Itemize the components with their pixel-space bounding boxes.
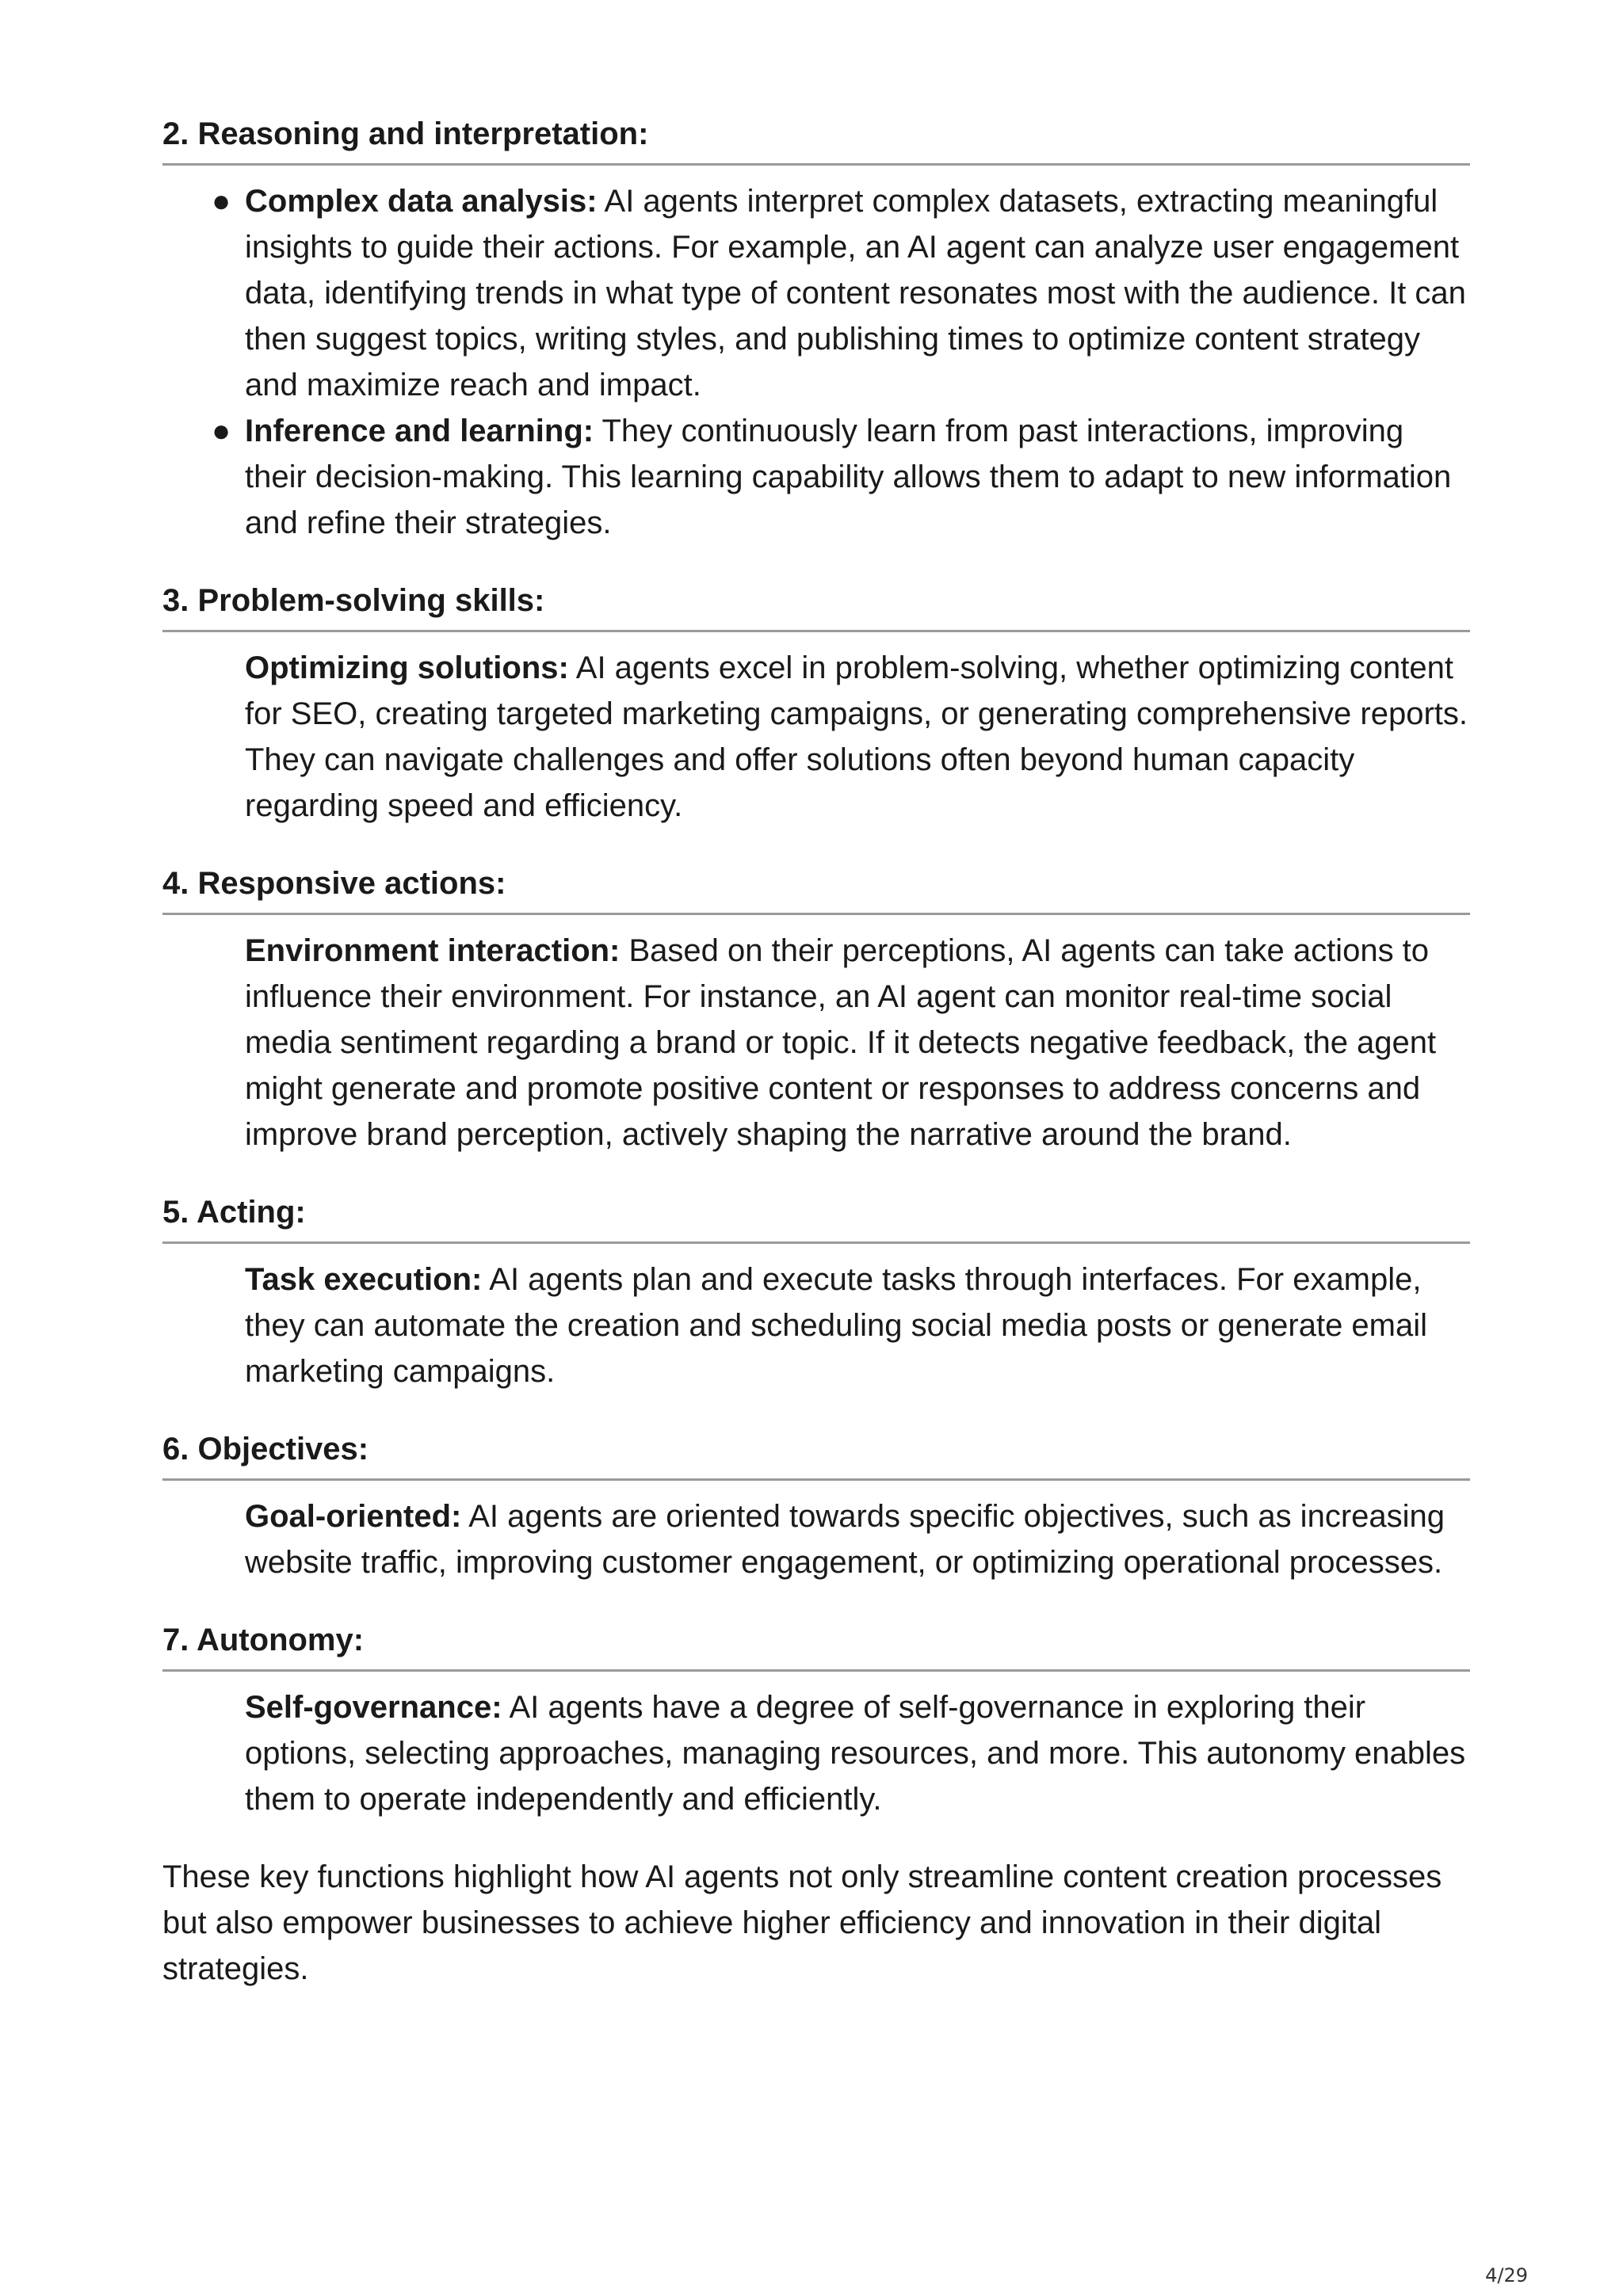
section-objectives xyxy=(162,1426,1470,1585)
section-heading: 2. Reasoning and interpretation: xyxy=(162,111,1470,166)
paragraph-text: AI agents have a degree of self-governance in exploring their options, selecting approaches, managing resources, and more. This autonomy enables them to operate independently and efficiently. xyxy=(245,1690,1466,1817)
section-paragraph xyxy=(245,645,1470,829)
section-autonomy xyxy=(162,1617,1470,1822)
document-page xyxy=(162,111,1470,1992)
section-paragraph xyxy=(245,1493,1470,1585)
page-number: 4/29 xyxy=(1485,2264,1528,2286)
list-item xyxy=(212,178,1470,408)
section-reasoning xyxy=(162,111,1470,546)
section-problem-solving xyxy=(162,578,1470,829)
section-acting xyxy=(162,1189,1470,1394)
paragraph-text: AI agents plan and execute tasks through interfaces. For example, they can automate the creation and scheduling social media posts or generate email marketing campaigns. xyxy=(245,1262,1428,1389)
bullet-icon: ● xyxy=(212,414,231,448)
section-responsive-actions xyxy=(162,860,1470,1158)
section-paragraph xyxy=(245,1684,1470,1822)
paragraph-lead: Goal-oriented: xyxy=(245,1499,462,1534)
section-heading: 3. Problem-solving skills: xyxy=(162,578,1470,632)
paragraph-text: AI agents excel in problem-solving, whether optimizing content for SEO, creating targeted marketing campaigns, or generating comprehensive reports. They can navigate challenges and offer solutions often beyond human capacity regarding speed and efficiency. xyxy=(245,650,1468,823)
bullet-icon: ● xyxy=(212,184,231,219)
section-heading: 5. Acting: xyxy=(162,1189,1470,1244)
paragraph-lead: Self-governance: xyxy=(245,1690,502,1725)
section-heading: 6. Objectives: xyxy=(162,1426,1470,1481)
item-text: They continuously learn from past interactions, improving their decision-making. This learning capability allows them to adapt to new information and refine their strategies. xyxy=(245,414,1452,540)
section-paragraph xyxy=(245,1257,1470,1394)
paragraph-lead: Optimizing solutions: xyxy=(245,650,569,685)
paragraph-lead: Environment interaction: xyxy=(245,933,621,968)
paragraph-lead: Task execution: xyxy=(245,1262,483,1297)
paragraph-text: AI agents are oriented towards specific objectives, such as increasing website traffic, improving customer engagement, or optimizing operational processes. xyxy=(245,1499,1445,1580)
section-heading: 4. Responsive actions: xyxy=(162,860,1470,915)
item-text: AI agents interpret complex datasets, extracting meaningful insights to guide their actions. For example, an AI agent can analyze user engagement data, identifying trends in what type of content resonates most with the audience. It can then suggest topics, writing styles, and publishing times to optimize content strategy and maximize reach and impact. xyxy=(245,184,1466,402)
list-item xyxy=(212,408,1470,546)
closing-paragraph: These key functions highlight how AI agents not only streamline content creation processes but also empower businesses to achieve higher efficiency and innovation in their digital strategies. xyxy=(162,1859,1442,1986)
section-paragraph xyxy=(245,928,1470,1158)
bullet-list xyxy=(162,178,1470,546)
section-heading: 7. Autonomy: xyxy=(162,1617,1470,1672)
item-lead: Inference and learning: xyxy=(245,414,594,448)
item-lead: Complex data analysis: xyxy=(245,184,598,219)
paragraph-text: Based on their perceptions, AI agents can take actions to influence their environment. For instance, an AI agent can monitor real-time social media sentiment regarding a brand or topic. If it detects negative feedback, the agent might generate and promote positive content or responses to address concerns and improve brand perception, actively shaping the narrative around the brand. xyxy=(245,933,1437,1152)
